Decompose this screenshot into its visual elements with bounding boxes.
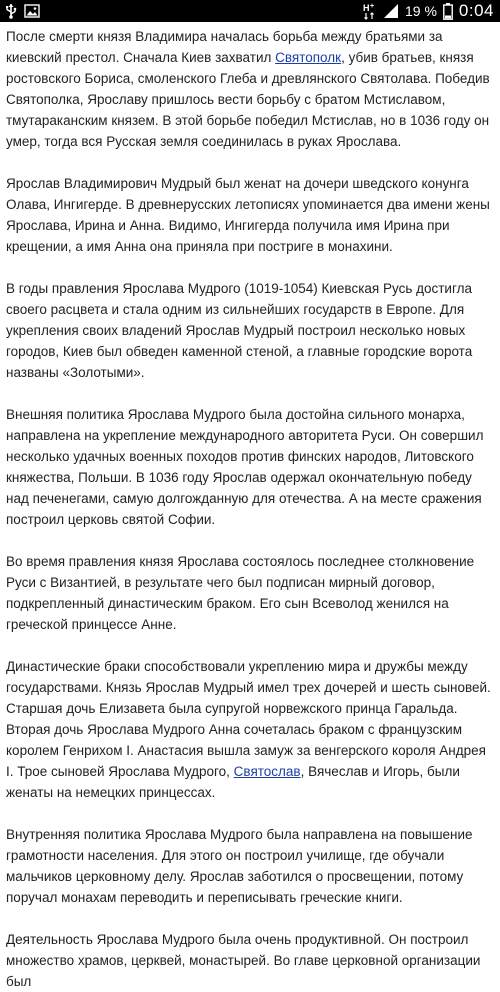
paragraph-6-text-a: Династические браки способствовали укреплению мира и дружбы между государствами. Князь Ярослав Мудрый имел трех дочерей и шесть сыновей. Старшая дочь Елизавета была супругой норвежского принца Гаральда. Вторая дочь Ярослава Мудрого Анна сочеталась браком с французским королем Генрихом I. Анастасия вышла замуж за венгерского короля Андрея I. Трое сыновей Ярослава Мудрого, [6, 659, 491, 779]
battery-percent: 19 % [404, 3, 437, 19]
article-content [0, 22, 500, 992]
image-icon [24, 4, 40, 18]
status-bar-left [4, 3, 40, 19]
article-paragraph-7: Внутренняя политика Ярослава Мудрого была направлена на повышение грамотности населения. Для этого он построил училище, где обучали мальчиков церковному делу. Ярослав заботился о просвещении, потому поручал монахам переводить и переписывать греческие книги. [6, 827, 473, 905]
article-paragraph-4: Внешняя политика Ярослава Мудрого была достойна сильного монарха, направлена на укрепление международного авторитета Руси. Он совершил несколько удачных военных походов против финских народов, Литовского княжества, Польши. В 1036 году Ярослав одержал окончательную победу над печенегами, самую долгожданную для отечества. А на месте сражения построил церковь святой Софии. [6, 407, 484, 527]
battery-icon [443, 3, 453, 20]
usb-icon [4, 3, 18, 19]
article-paragraph-8: Деятельность Ярослава Мудрого была очень продуктивной. Он построил множество храмов, церквей, монастырей. Во главе церковной организации был [6, 932, 481, 989]
status-bar [0, 0, 500, 22]
clock-time: 0:04 [458, 1, 494, 20]
status-bar-right [363, 1, 494, 21]
article-paragraph-3: В годы правления Ярослава Мудрого (1019-1054) Киевская Русь достигла своего расцвета и стала одним из сильнейших государств в Европе. Для укрепления своих владений Ярослав Мудрый построил несколько новых городов, Киев был обведен каменной стеной, а главные городские ворота названы «Золотыми». [6, 281, 473, 380]
svg-text:+: + [369, 3, 375, 10]
svg-text:H: H [362, 3, 370, 13]
article-paragraph-5: Во время правления князя Ярослава состоялось последнее столкновение Руси с Византией, в результате чего был подписан мирный договор, подкрепленный династическим браком. Его сын Всеволод женился на греческой принцессе Анне. [6, 554, 475, 632]
paragraph-1-text-a: После смерти князя Владимира началась борьба между братьями за киевский престол. Сначала Киев захватил [6, 29, 443, 65]
paragraph-1-text-b: , убив братьев, князя ростовского Бориса, смоленского Глеба и древлянского Святолава. Победив Святополка, Ярославу пришлось вести борьбу с братом Мстиславом, тмутараканским князем. В этой борьбе победил Мстислав, но в 1036 году он умер, тогда вся Русская земля соединилась в руках Ярослава. [6, 50, 490, 149]
paragraph-6-text-b: , Вячеслав и Игорь, были женаты на немецких принцессах. [6, 764, 460, 800]
article-paragraph-6 [6, 656, 496, 803]
hplus-data-icon [363, 2, 377, 20]
svyatopolk-link[interactable]: Святополк [275, 50, 342, 65]
svyatoslav-link[interactable]: Святослав [233, 764, 301, 779]
signal-icon [383, 3, 399, 19]
article-paragraph-2: Ярослав Владимирович Мудрый был женат на дочери шведского конунга Олава, Ингигерде. В древнерусских летописях упоминается два имени жены Ярослава, Ирина и Анна. Видимо, Ингигерда получила имя Ирина при крещении, а имя Анна она приняла при постриге в монахини. [6, 176, 490, 254]
article-paragraph-1 [6, 26, 496, 152]
